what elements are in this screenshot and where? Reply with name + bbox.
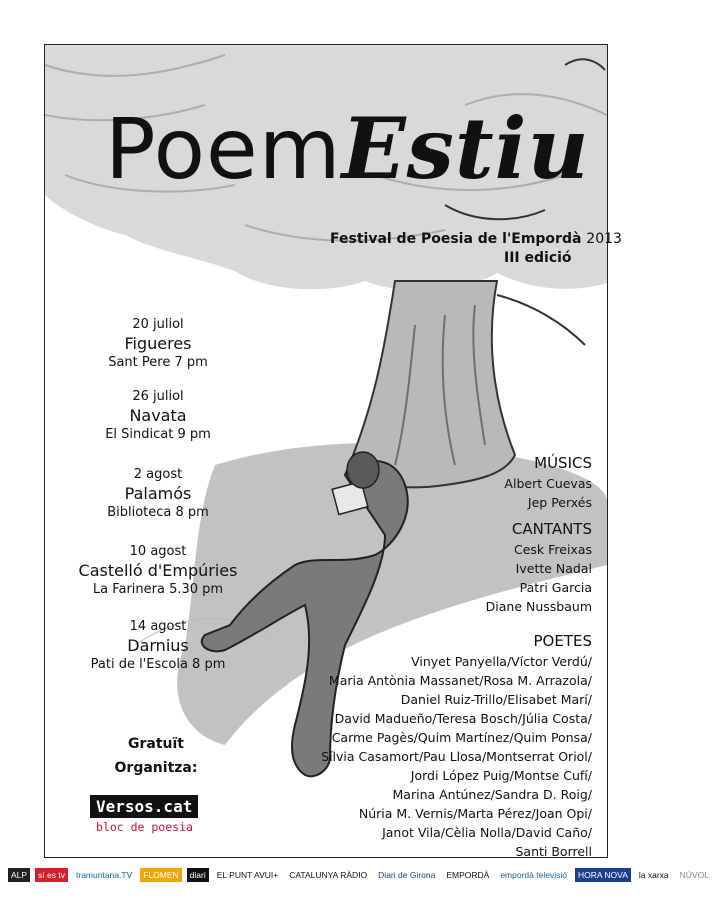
sponsor-logo: Diari de Girona — [375, 868, 438, 882]
event-date: 10 agost — [129, 544, 187, 559]
event-venue: Pati de l'Escola 8 pm — [90, 657, 226, 672]
poetes-line: Carme Pagès/Quim Martínez/Quim Ponsa/ — [331, 730, 592, 745]
title-part-estiu: Estiu — [341, 99, 590, 198]
event-venue: La Farinera 5.30 pm — [92, 582, 224, 597]
organitza-label: Organitza: — [114, 760, 198, 776]
poster-title — [105, 99, 590, 198]
sponsor-logo: diari — [187, 868, 209, 882]
gratuit-block — [96, 732, 216, 780]
cantant-name: Patri Garcia — [519, 580, 592, 595]
festival-year: 2013 — [586, 231, 622, 247]
poetes-heading: POETES — [533, 632, 592, 650]
poetes-line: Sílvia Casamort/Pau Llosa/Montserrat Oriol/ — [321, 749, 592, 764]
festival-line — [330, 231, 622, 247]
cantant-name: Ivette Nadal — [515, 561, 592, 576]
gratuit-label: Gratuït — [128, 736, 184, 752]
edition: III edició — [504, 250, 572, 266]
cantants-section — [486, 518, 592, 616]
organizer-tagline: bloc de poesia — [96, 820, 193, 834]
person-head — [347, 452, 379, 488]
sponsor-logo: EL PUNT AVUI+ — [214, 868, 282, 882]
event-place: Castelló d'Empúries — [78, 561, 238, 580]
event-palamos — [68, 466, 248, 521]
poetes-line: Daniel Ruiz-Trillo/Elisabet Marí/ — [400, 692, 592, 707]
poetes-line: David Madueño/Teresa Bosch/Júlia Costa/ — [334, 711, 592, 726]
sponsor-logo: sí es tv — [35, 868, 68, 882]
poetes-line: Vinyet Panyella/Víctor Verdú/ — [411, 654, 592, 669]
event-date: 26 juliol — [132, 389, 184, 404]
title-part-poem: Poem — [105, 100, 342, 198]
music-name: Jep Perxés — [527, 495, 592, 510]
event-venue: Sant Pere 7 pm — [108, 355, 208, 370]
poetes-line: Janot Vila/Cèlia Nolla/David Caño/ — [382, 825, 592, 840]
sponsor-logo: NÚVOL — [677, 868, 712, 882]
musics-heading: MÚSICS — [534, 454, 592, 472]
cantant-name: Cesk Freixas — [513, 542, 592, 557]
event-venue: El Sindicat 9 pm — [105, 427, 211, 442]
sponsor-logo: tramuntana.TV — [73, 868, 135, 882]
music-name: Albert Cuevas — [504, 476, 592, 491]
musics-section — [504, 452, 592, 512]
sponsor-logo: EMPORDÀ — [443, 868, 492, 882]
event-date: 14 agost — [129, 619, 187, 634]
poetes-line: Jordi López Puig/Montse Cufí/ — [410, 768, 592, 783]
event-castello — [68, 543, 248, 598]
event-place: Navata — [129, 406, 187, 425]
event-darnius — [68, 618, 248, 673]
poetes-line: Marina Antúnez/Sandra D. Roig/ — [392, 787, 592, 802]
sponsor-logo: empordà televisió — [497, 868, 570, 882]
sponsor-logo: FLOMEN — [140, 868, 181, 882]
event-date: 2 agost — [133, 467, 183, 482]
poetes-line: Santi Borrell — [515, 844, 592, 859]
event-figueres — [68, 316, 248, 371]
cantant-name: Diane Nussbaum — [485, 599, 592, 614]
event-navata — [68, 388, 248, 443]
event-venue: Biblioteca 8 pm — [107, 505, 209, 520]
event-place: Palamós — [124, 484, 192, 503]
poetes-section — [321, 630, 592, 861]
sponsor-logo: CATALUNYA RÀDIO — [286, 868, 370, 882]
event-date: 20 juliol — [132, 317, 184, 332]
poetes-line: Núria M. Vernis/Marta Pérez/Joan Opi/ — [358, 806, 592, 821]
organizer-logo: Versos.cat — [90, 795, 198, 818]
sponsor-logo: la xarxa — [636, 868, 672, 882]
event-place: Darnius — [127, 636, 189, 655]
festival-name: Festival de Poesia de l'Empordà — [330, 231, 582, 247]
event-place: Figueres — [124, 334, 192, 353]
poetes-line: Maria Antònia Massanet/Rosa M. Arrazola/ — [328, 673, 592, 688]
sponsor-strip — [8, 866, 709, 884]
sponsor-logo: HORA NOVA — [575, 868, 631, 882]
sponsor-logo: ALP — [8, 868, 30, 882]
cantants-heading: CANTANTS — [511, 520, 592, 538]
